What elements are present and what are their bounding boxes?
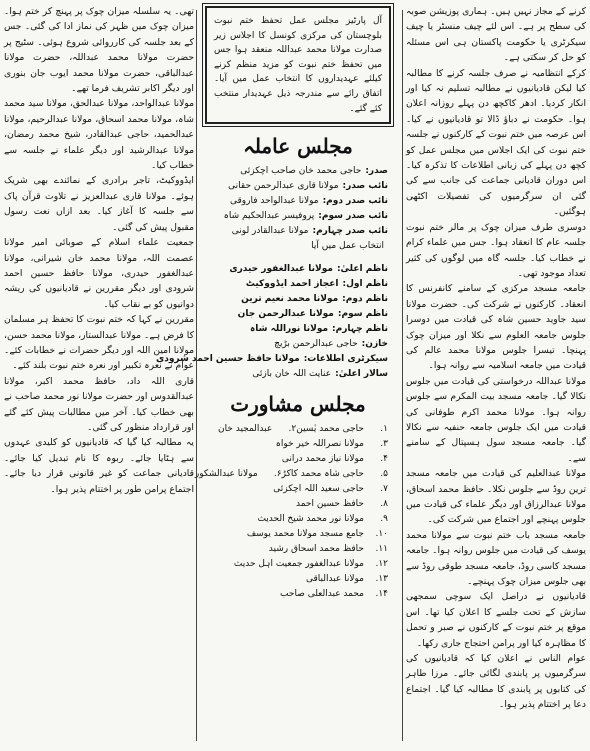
paragraph: قاری اللہ داد، حافظ محمد اکبر، مولانا عبدالقدوس اور حضرت مولانا نور محمد صاحب نے بھی خطاب کیا۔ آخر میں مطالبات پیش کئے گئے اور قرارداد منظور کی گئی۔ <box>4 375 194 433</box>
paragraph: ایڈووکیٹ، تاجر برادری کے نمائندے بھی شریک ہوئے۔ مولانا قاری عبدالعزیز نے تلاوت قرآن پاک سے جلسہ کا آغاز کیا۔ بعد ازاں نعت رسول مقبول پیش کی گئی۔ <box>4 175 194 233</box>
list-item: ۴. مولانا نیاز محمد درانی <box>281 454 388 465</box>
list-item: ۷. حاجی سعید اللہ اچکزئی <box>273 484 388 495</box>
paragraph: تھی۔ یہ سلسلہ میزان چوک پر پہنچ کر ختم ہوا۔ میزان چوک میں ظہر کی نماز ادا کی گئی۔ جس کے بعد جلسہ کی کارروائی شروع ہوئی۔ سٹیج پر حضرت مولانا محمد عبداللہ، حضرت مولانا عبدالباقی، حضرت مولانا محمد ایوب جان بنوری اور دیگر اکابر تشریف فرما تھے۔ <box>4 6 194 95</box>
paragraph: یہ مطالبہ کیا گیا کہ قادیانیوں کو کلیدی عہدوں سے ہٹایا جائے۔ ربوہ کا نام تبدیل کیا جائے۔ قادیانی جماعت کو غیر قانونی قرار دیا جائے۔ اجتماع پرامن طور پر اختتام پذیر ہوا۔ <box>4 437 194 495</box>
list-item: نائب صدر سوم: پروفیسر عبدالحکیم شاہ <box>223 211 388 222</box>
paragraph: مقررین نے کہا کہ ختم نبوت کا تحفظ ہر مسلمان کا فرض ہے۔ مولانا عبدالستار، مولانا محمد حسن، مولانا امین اللہ اور دیگر حضرات نے خطابات کئے۔ عوام نے نعرہ تکبیر اور نعرہ ختم نبوت بلند کئے۔ <box>4 314 194 372</box>
list-item: ۱۲. مولانا عبدالغفور جمعیت اہل حدیث <box>233 559 388 570</box>
list-item: انتخاب عمل میں آیا <box>311 241 384 252</box>
right-article-column <box>406 4 586 747</box>
middle-column <box>155 4 394 747</box>
list-item: خازن: حاجی عبدالرحمن بڑیچ <box>274 339 388 350</box>
list-item: ۱۴. محمد عبدالعلی صاحب <box>280 589 388 600</box>
list-item: سیکرٹری اطلاعات: مولانا حافظ حسین احمد شرودی <box>155 354 388 365</box>
mushawarat-list <box>194 422 394 602</box>
list-item: صدر: حاجی محمد خان صاحب اچکزئی <box>240 166 388 177</box>
list-item: ۸. حافظ حسین احمد <box>295 499 388 510</box>
list-item: نائب صدر چہارم: مولانا عبدالقادر لونی <box>231 226 388 237</box>
list-item: ۱۳. مولانا عبدالباقی <box>305 574 388 585</box>
intro-box: آل پارٹیز مجلس عمل تحفظ ختم نبوت بلوچستان کی مرکزی کونسل کا اجلاس زیر صدارت مولانا محمد عبداللہ منعقد ہوا جس میں تحفظ ختم نبوت کو مزید منظم کرنے کیلئے عہدیداروں کا انتخاب عمل میں آیا۔ اتفاق رائے سے مندرجہ ذیل عہدیدار منتخب کئے گئے۔ <box>205 6 391 124</box>
list-item: نائب صدر دوم: مولانا عبدالواحد فاروقی <box>229 196 388 207</box>
amila-list <box>155 164 394 382</box>
list-item: ۱۰. جامع مسجد مولانا محمد یوسف <box>246 529 388 540</box>
spacer <box>208 254 388 262</box>
paragraph: مولانا عبدالواحد، مولانا عبدالحق، مولانا سید محمد شاہ، مولانا محمد اسحاق، مولانا عبدالرحیم، مولانا عبدالحمید، حاجی عبدالقادر، شیخ محمد رمضان، مولانا عبدالرشید اور دیگر علماء نے جلسہ سے خطاب کیا۔ <box>4 98 194 172</box>
paragraph: دوسری طرف میزان چوک پر مالر ختم نبوت جلسہ عام کا انعقاد ہوا۔ جس میں علماء کرام نے خطاب کیا۔ جلسہ گاہ میں لوگوں کی کثیر تعداد موجود تھی۔ <box>406 221 586 279</box>
column-divider <box>196 10 197 741</box>
list-item: ۱. حاجی محمد یٰسین ۲. عبدالمجید خان <box>217 424 388 435</box>
section-heading-mushawarat: مجلس مشاورت <box>230 392 366 417</box>
paragraph: جامعہ مسجد مرکزی کے سامنے کانفرنس کا انعقاد۔ کارکنوں نے شرکت کی۔ حضرت مولانا سید جاوید حسین شاہ کی قیادت میں دوسرا جلوس جامعہ العلوم سے نکلا اور میزان چوک پہنچا۔ تیسرا جلوس مولانا محمد عالم کی قیادت میں جامعہ اسلامیہ سے روانہ ہوا۔ <box>406 283 586 372</box>
list-item: ناظم اول: اعجاز احمد ایڈووکیٹ <box>245 279 388 290</box>
paragraph: جامعہ مسجد باب ختم نبوت سے مولانا محمد یوسف کی قیادت میں جلوس روانہ ہوا۔ جامعہ مسجد کاسی روڈ، جامعہ مسجد طوقی روڈ سے بھی جلوس میزان چوک پہنچے۔ <box>405 529 586 588</box>
list-item: ناظم سوم: مولانا عبدالرحمن جان <box>237 309 388 320</box>
paragraph: مولانا عبدالعلیم کی قیادت میں جامعہ مسجد ترین روڈ سے جلوس نکلا۔ حافظ محمد اسحاق، مولانا عبدالرزاق اور دیگر علماء کی قیادت میں جلوس پہنچے اور اجتماع میں شرکت کی۔ <box>406 468 586 526</box>
list-item: ۹. مولانا نور محمد شیخ الحدیث <box>257 514 388 525</box>
left-article-column <box>4 4 194 747</box>
section-heading-amila: مجلس عاملہ <box>243 134 353 159</box>
paragraph: جمعیت علماء اسلام کے صوبائی امیر مولانا عصمت اللہ، مولانا محمد خان شیرانی، مولانا عبدالغفور حیدری، مولانا حافظ حسین احمد شرودی اور دیگر مقررین نے قادیانیوں کی ریشہ دوانیوں کو بے نقاب کیا۔ <box>4 237 194 310</box>
list-item: نائب صدر: مولانا قاری عبدالرحمن حقانی <box>228 181 388 192</box>
list-item: ۱۱. حافظ محمد اسحاق رشید <box>268 544 388 555</box>
paragraph: کرنے کے مجاز نہیں ہیں۔ ہماری پوزیشن صوبہ کی سطح پر ہے۔ اس لئے چیف منسٹر یا چیف سیکرٹری یا حکومت پاکستان ہی اس مسئلہ کو حل کر سکتی ہے۔ <box>406 6 586 64</box>
list-item: ۳. مولانا نصراللہ خیر خواہ <box>275 439 388 450</box>
column-divider <box>402 10 403 741</box>
paragraph: مولانا عبداللہ درخواستی کی قیادت میں جلوس نکالا گیا۔ جامعہ مسجد بیت المکرم سے جلوس روانہ ہوا۔ مولانا محمد اکرم طوفانی کی قیادت میں ایک جلوس جامعہ حنفیہ سے نکالا گیا۔ جامعہ مسجد سول ہسپتال کے سامنے سے۔ <box>406 375 586 464</box>
list-item: ناظم چہارم: مولانا نوراللہ شاہ <box>249 324 388 335</box>
list-item: سالار اعلیٰ: عنایت اللہ خان بازئی <box>252 369 388 380</box>
paragraph: عوام الناس نے اعلان کیا کہ قادیانیوں کی سرگرمیوں پر پابندی لگائی جائے۔ مرزا طاہر کی کتابوں پر پابندی کا مطالبہ کیا گیا۔ اجتماع دعا پر اختتام پذیر ہوا۔ <box>406 653 586 711</box>
paragraph: قادیانیوں نے دراصل ایک سوچی سمجھی سازش کے تحت جلسے کا اعلان کیا تھا۔ اس موقع پر ختم نبوت کے کارکنوں نے صبر و تحمل کا مظاہرہ کیا اور پرامن احتجاج جاری رکھا۔ <box>406 591 586 649</box>
paragraph: کرکے انتظامیہ نے صرف جلسہ کرنے کا مطالبہ کیا لیکن قادیانیوں نے مطالبہ تسلیم نہ کیا اور انکار کردیا۔ ادھر کاکچھ دن پہلے روزانہ اعلان ہوا۔ حکومت نے دباؤ ڈالا تو قادیانیوں نے کیا۔ اس عرصہ میں ختم نبوت کے کارکنوں نے جلسہ ختم نبوت کی ایک اجلاس میں مجلس عمل کو کچھ دن پہلے کی زبانی اطلاعات کا تذکرہ کیا۔ اس دوران قادیانی جماعت کی جانب سے کی گئی ان سرگرمیوں کی تفصیلات اکٹھی ہوگئیں۔ <box>406 67 586 218</box>
list-item: ناظم دوم: مولانا محمد نعیم ترین <box>241 294 388 305</box>
list-item: ۵. حاجی شاہ محمد کاکڑ ۶. مولانا عبدالشکور <box>194 469 388 480</box>
list-item: ناظم اعلیٰ: مولانا عبدالغفور حیدری <box>229 264 388 275</box>
